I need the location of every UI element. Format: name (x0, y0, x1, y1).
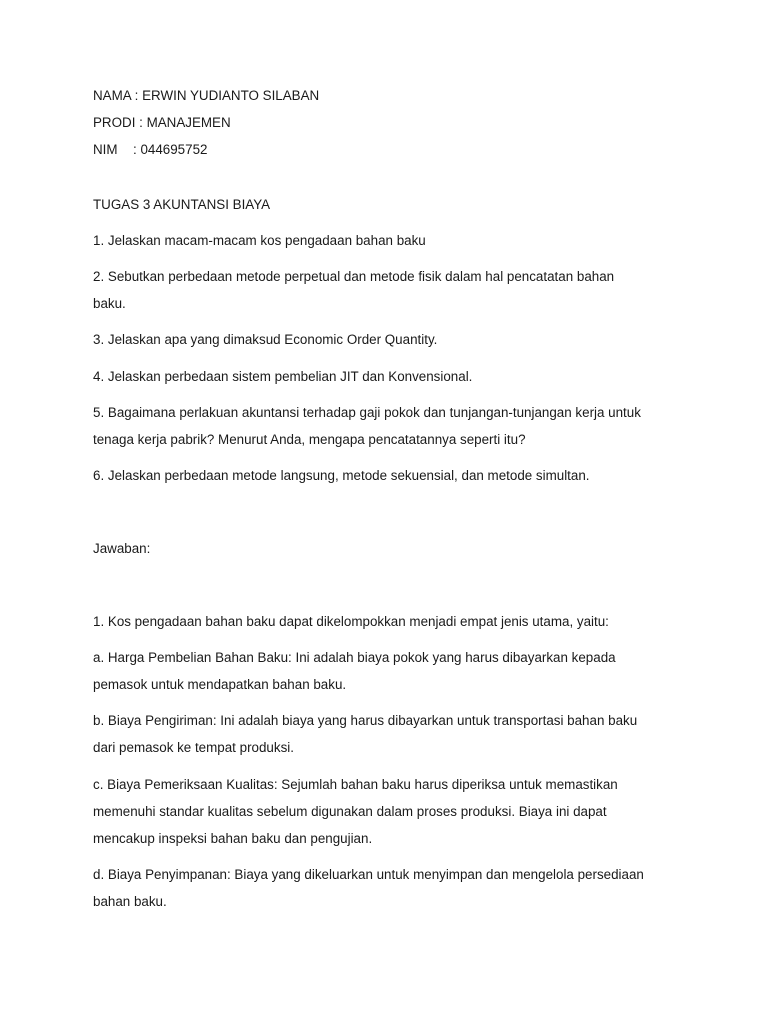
question-5-line-2: tenaga kerja pabrik? Menurut Anda, mengapa pencatatannya seperti itu? (93, 432, 526, 447)
answer-1a-line-2: pemasok untuk mendapatkan bahan baku. (93, 677, 347, 692)
answer-heading: Jawaban: (93, 541, 151, 556)
answer-1d-line-2: bahan baku. (93, 894, 167, 909)
answer-1a-line-1: a. Harga Pembelian Bahan Baku: Ini adalah biaya pokok yang harus dibayarkan kepada (93, 650, 616, 665)
question-5-line-1: 5. Bagaimana perlakuan akuntansi terhadap gaji pokok dan tunjangan-tunjangan kerja untuk (93, 405, 641, 420)
assignment-title: TUGAS 3 AKUNTANSI BIAYA (93, 197, 271, 212)
answer-1d-line-1: d. Biaya Penyimpanan: Biaya yang dikeluarkan untuk menyimpan dan mengelola persediaan (93, 867, 644, 882)
answer-1c-line-2: memenuhi standar kualitas sebelum digunakan dalam proses produksi. Biaya ini dapat (93, 804, 607, 819)
student-name: NAMA : ERWIN YUDIANTO SILABAN (93, 88, 320, 103)
student-id-value: : 044695752 (133, 142, 208, 157)
question-2-line-1: 2. Sebutkan perbedaan metode perpetual dan metode fisik dalam hal pencatatan bahan (93, 269, 615, 284)
answer-1b-line-2: dari pemasok ke tempat produksi. (93, 740, 294, 755)
question-2-line-2: baku. (93, 296, 126, 311)
answer-1c-line-1: c. Biaya Pemeriksaan Kualitas: Sejumlah bahan baku harus diperiksa untuk memastikan (93, 777, 618, 792)
answer-1b-line-1: b. Biaya Pengiriman: Ini adalah biaya yang harus dibayarkan untuk transportasi bahan baku (93, 713, 638, 728)
question-4: 4. Jelaskan perbedaan sistem pembelian JIT dan Konvensional. (93, 369, 473, 384)
study-program: PRODI : MANAJEMEN (93, 115, 231, 130)
question-3: 3. Jelaskan apa yang dimaksud Economic Order Quantity. (93, 332, 438, 347)
student-id (93, 141, 207, 159)
answer-1c-line-3: mencakup inspeksi bahan baku dan pengujian. (93, 831, 373, 846)
question-6: 6. Jelaskan perbedaan metode langsung, metode sekuensial, dan metode simultan. (93, 468, 590, 483)
question-1: 1. Jelaskan macam-macam kos pengadaan bahan baku (93, 233, 426, 248)
answer-1-intro: 1. Kos pengadaan bahan baku dapat dikelompokkan menjadi empat jenis utama, yaitu: (93, 614, 609, 629)
student-id-label: NIM (93, 142, 118, 157)
